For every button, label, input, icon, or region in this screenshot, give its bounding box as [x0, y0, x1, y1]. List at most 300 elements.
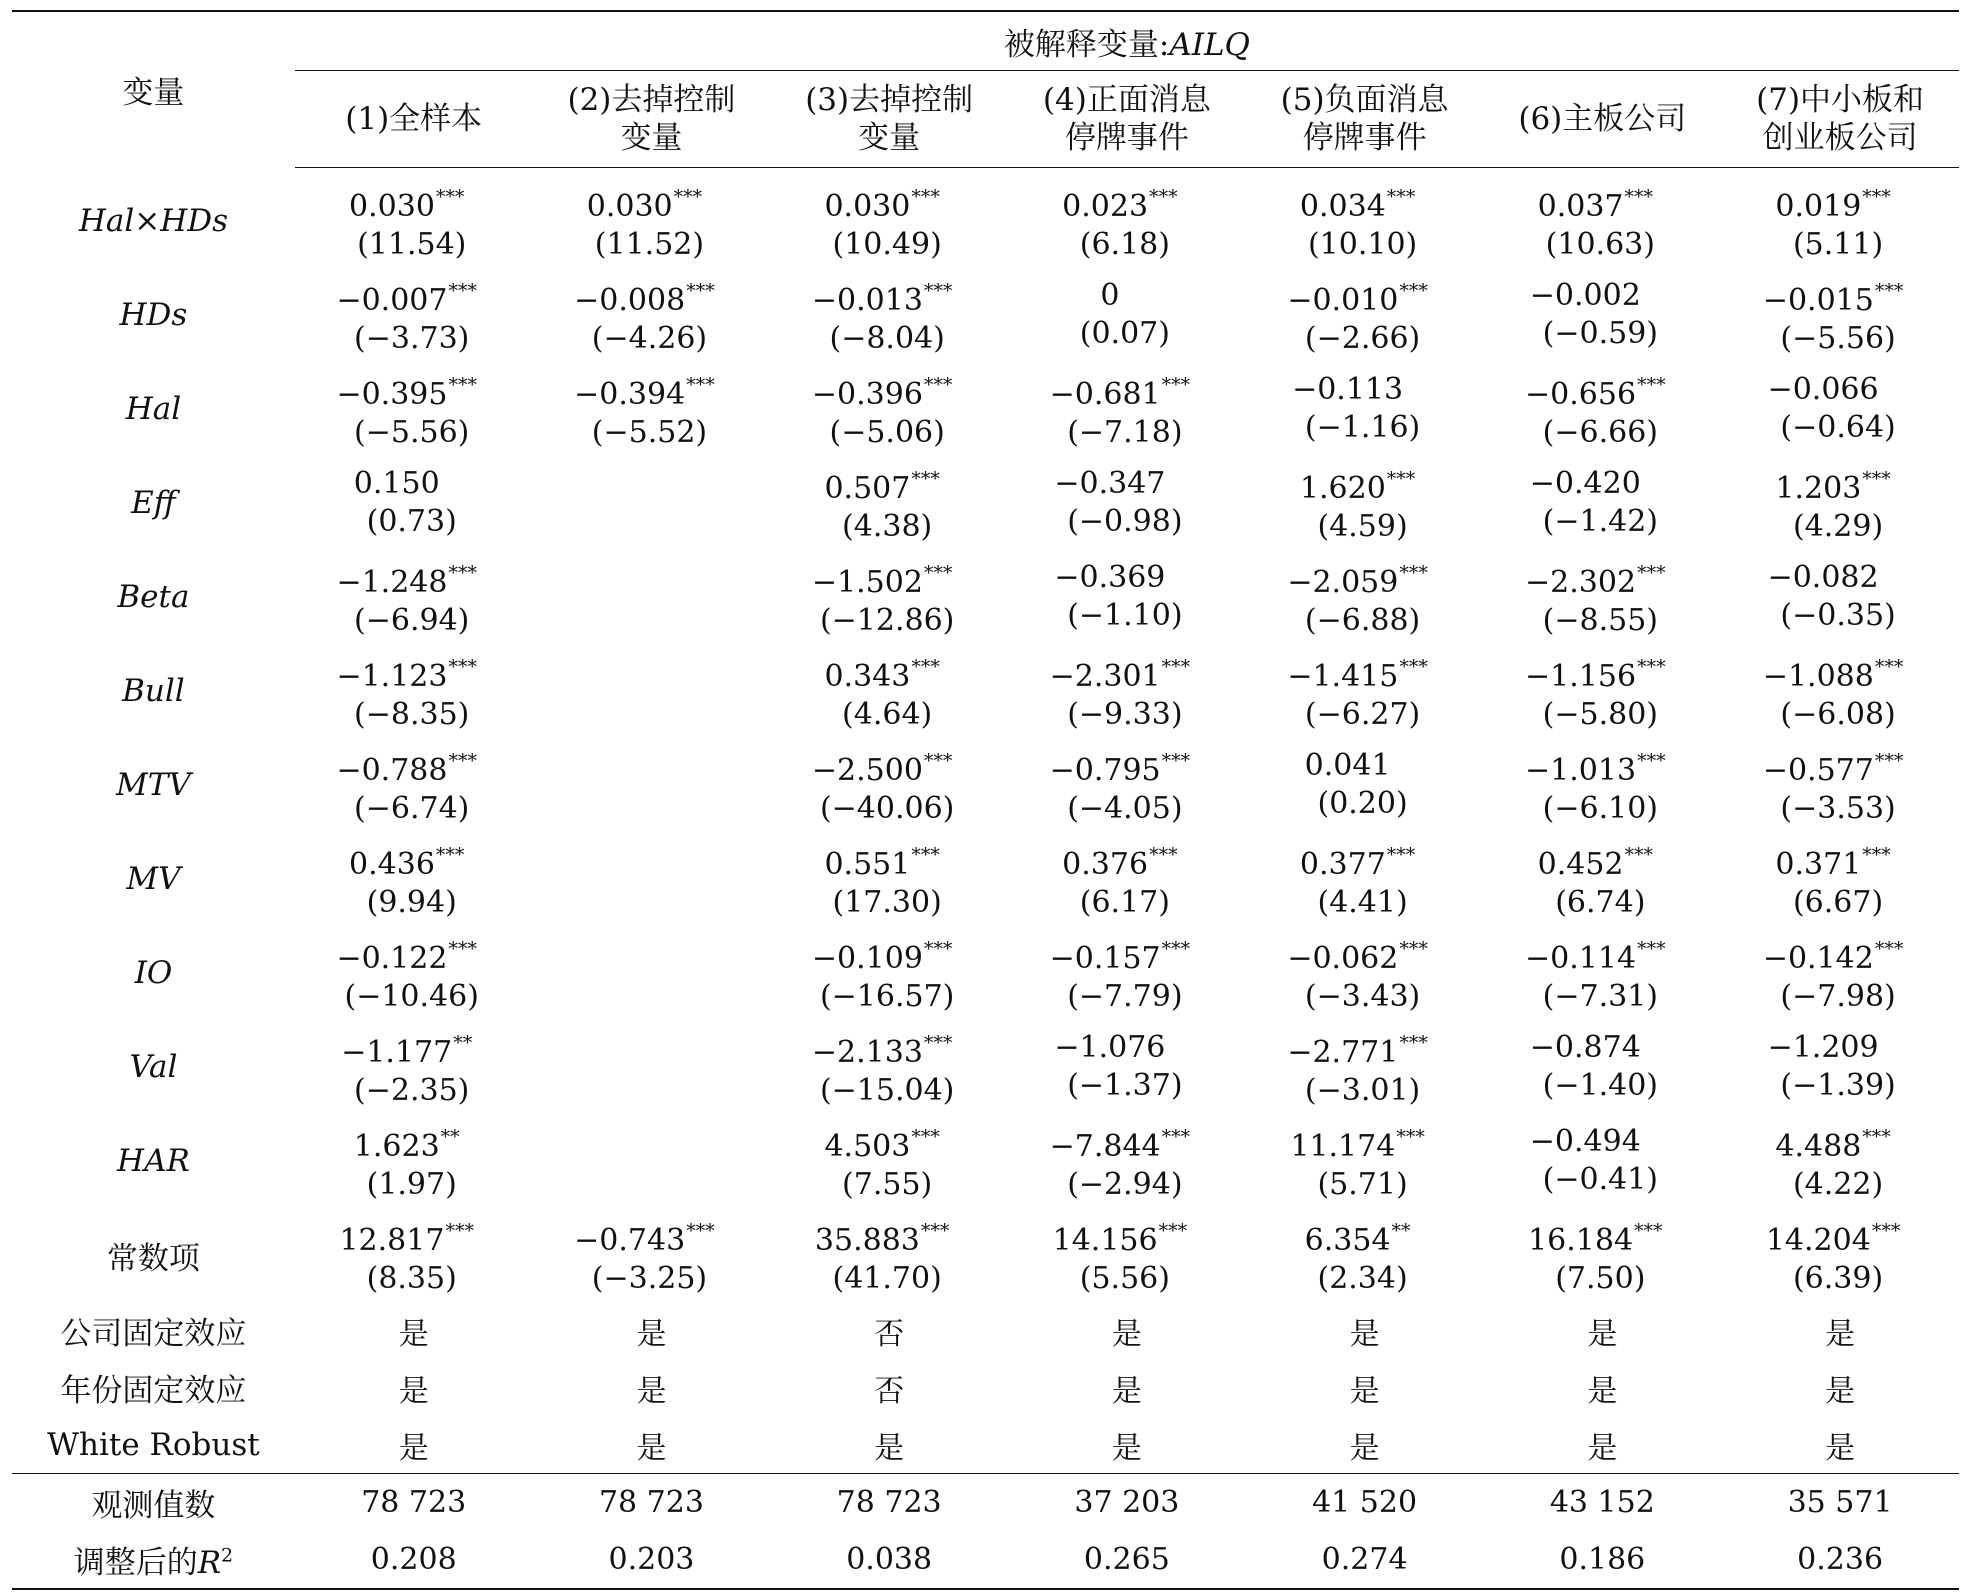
coefficient [295, 1118, 533, 1166]
coefficient [1008, 366, 1246, 414]
coefficient [295, 272, 533, 320]
row-label: Hal×HDs [78, 202, 229, 239]
table-cell [533, 738, 771, 832]
significance-stars: *** [911, 844, 940, 866]
coefficient [1721, 648, 1959, 696]
coefficient-value: −0.122 [336, 941, 448, 976]
table-cell [1483, 362, 1721, 456]
fixed-effect-row [12, 1416, 1959, 1474]
t-statistic: (4.29) [1792, 509, 1884, 544]
coefficient [1721, 1029, 1959, 1067]
significance-stars: *** [448, 938, 477, 960]
t-statistic: (−3.73) [354, 321, 470, 356]
row-label: White Robust [47, 1426, 260, 1463]
coefficient-value: 0.030 [586, 189, 673, 224]
table-cell [1246, 268, 1484, 362]
table-cell [1483, 832, 1721, 926]
coefficient [533, 366, 771, 414]
table-cell [1008, 1020, 1246, 1114]
summary-row [12, 1531, 1959, 1589]
significance-stars: *** [435, 844, 465, 866]
significance-stars: *** [1637, 656, 1666, 678]
table-cell [1008, 926, 1246, 1020]
table-cell: 是 [398, 1373, 429, 1409]
table-cell [1008, 644, 1246, 738]
t-statistic: (−5.80) [1542, 697, 1658, 732]
fixed-effect-row [12, 1359, 1959, 1416]
coefficient-value: −0.577 [1762, 753, 1874, 788]
coefficient-value: 0.030 [824, 189, 911, 224]
coefficient [1721, 742, 1959, 790]
significance-stars: *** [686, 280, 715, 302]
table-cell [770, 168, 1008, 269]
significance-stars: *** [1386, 186, 1416, 208]
table-cell [533, 268, 771, 362]
coefficient-value: −2.500 [811, 753, 923, 788]
coefficient-value: 0.551 [824, 847, 911, 882]
table-cell [1008, 268, 1246, 362]
column-header-1 [295, 71, 533, 168]
significance-stars: *** [1862, 1126, 1891, 1148]
coef-row [12, 738, 1959, 832]
t-statistic: (0.20) [1317, 786, 1408, 821]
column-header-line2: 停牌事件 [1064, 120, 1189, 156]
significance-stars: *** [1161, 750, 1191, 772]
coefficient-value: −0.420 [1529, 466, 1641, 501]
t-statistic: (−5.56) [1780, 321, 1896, 356]
coefficient-value: 1.203 [1775, 471, 1862, 506]
table-cell [1008, 456, 1246, 550]
column-header-row [12, 71, 1959, 168]
coefficient-value: 14.156 [1052, 1223, 1158, 1258]
t-statistic: (6.39) [1792, 1261, 1884, 1296]
coefficient [295, 648, 533, 696]
t-statistic: (−8.55) [1542, 603, 1658, 638]
coefficient [1008, 1212, 1246, 1260]
t-statistic: (−1.16) [1304, 410, 1421, 445]
significance-stars: *** [1862, 468, 1891, 490]
coefficient-value: −0.008 [574, 283, 686, 318]
column-header-line1: (7)中小板和 [1756, 82, 1925, 118]
table-cell [1246, 832, 1484, 926]
table-cell [533, 926, 771, 1020]
t-statistic: (−1.39) [1780, 1068, 1896, 1103]
significance-stars: *** [1386, 844, 1416, 866]
significance-stars: *** [1634, 1220, 1663, 1242]
table-cell: 是 [1825, 1373, 1856, 1409]
t-statistic: (−7.98) [1780, 979, 1896, 1014]
coefficient [1721, 559, 1959, 597]
t-statistic: (−9.33) [1067, 697, 1183, 732]
coefficient [770, 742, 1008, 790]
coefficient [770, 272, 1008, 320]
table-cell [770, 550, 1008, 644]
t-statistic: (−7.31) [1542, 979, 1658, 1014]
t-statistic: (−6.94) [354, 603, 470, 638]
coefficient [295, 178, 533, 226]
coefficient [1483, 178, 1721, 226]
span-label-prefix: 被解释变量: [1003, 26, 1170, 63]
column-header-line2: 创业板公司 [1762, 120, 1918, 156]
table-cell [1246, 1020, 1484, 1114]
row-label: Eff [131, 485, 176, 521]
table-cell [533, 362, 771, 456]
table-cell [295, 1020, 533, 1114]
table-cell: 0.265 [1083, 1542, 1170, 1577]
t-statistic: (−6.74) [354, 791, 470, 826]
table-cell: 是 [1111, 1430, 1142, 1466]
significance-stars: *** [1161, 656, 1191, 678]
table-cell [1721, 550, 1959, 644]
coefficient-value: −0.795 [1049, 753, 1161, 788]
t-statistic: (−3.01) [1304, 1073, 1421, 1108]
coefficient [533, 1212, 771, 1260]
significance-stars: *** [448, 750, 477, 772]
summary-row [12, 1474, 1959, 1532]
coef-row [12, 456, 1959, 550]
coefficient [1483, 554, 1721, 602]
coefficient-value: 0.436 [349, 847, 435, 882]
coefficient [1483, 1123, 1721, 1161]
coefficient [1483, 366, 1721, 414]
coefficient [533, 178, 771, 226]
table-cell [533, 168, 771, 269]
table-cell: 否 [874, 1373, 905, 1409]
t-statistic: (7.50) [1555, 1261, 1646, 1296]
t-statistic: (−3.53) [1780, 791, 1896, 826]
t-statistic: (0.73) [366, 504, 457, 539]
coefficient [770, 178, 1008, 226]
significance-stars: *** [1624, 844, 1653, 866]
coefficient [295, 930, 533, 978]
table-cell [533, 550, 771, 644]
coefficient-value: 0 [1100, 278, 1120, 313]
table-cell [1008, 1114, 1246, 1208]
coefficient-value: −0.369 [1054, 560, 1166, 595]
significance-stars: *** [1874, 938, 1904, 960]
coefficient-value: −1.123 [336, 659, 448, 694]
column-header-line1: (2)去掉控制 [567, 82, 736, 118]
table-cell: 是 [636, 1430, 667, 1466]
t-statistic: (6.74) [1555, 885, 1646, 920]
t-statistic: (0.07) [1079, 316, 1170, 351]
table-cell [1483, 644, 1721, 738]
row-label: Hal [125, 391, 182, 427]
t-statistic: (−2.66) [1304, 321, 1421, 356]
significance-stars: *** [686, 374, 715, 396]
row-label: 公司固定效应 [60, 1316, 247, 1352]
table-cell: 78 723 [361, 1485, 467, 1520]
t-statistic: (4.41) [1317, 885, 1408, 920]
coefficient [1246, 836, 1484, 884]
t-statistic: (5.56) [1079, 1261, 1170, 1296]
t-statistic: (−0.59) [1542, 316, 1658, 351]
t-statistic: (−10.46) [344, 979, 479, 1014]
table-cell: 是 [1825, 1430, 1856, 1466]
column-header-4 [1008, 71, 1246, 168]
table-cell: 是 [398, 1316, 429, 1352]
column-header-line1: (4)正面消息 [1042, 82, 1211, 118]
coefficient [1246, 460, 1484, 508]
t-statistic: (11.52) [594, 227, 705, 262]
t-statistic: (−4.05) [1067, 791, 1183, 826]
t-statistic: (−12.86) [819, 603, 955, 638]
table-cell [1483, 550, 1721, 644]
table-cell: 是 [1111, 1316, 1142, 1352]
table-cell [1483, 738, 1721, 832]
t-statistic: (−1.10) [1067, 598, 1183, 633]
significance-stars: *** [1874, 656, 1904, 678]
significance-stars: *** [445, 1220, 474, 1242]
coefficient [1008, 1029, 1246, 1067]
significance-stars: *** [1399, 656, 1428, 678]
column-header-5 [1246, 71, 1484, 168]
significance-stars: *** [911, 656, 940, 678]
row-label [12, 1531, 295, 1589]
significance-stars: *** [1386, 468, 1416, 490]
coefficient [295, 742, 533, 790]
t-statistic: (−2.35) [354, 1073, 470, 1108]
coefficient-value: −0.681 [1049, 377, 1161, 412]
coefficient [1246, 272, 1484, 320]
regression-table [12, 10, 1959, 1590]
coefficient [770, 460, 1008, 508]
table-cell: 0.038 [846, 1542, 933, 1577]
table-cell [1008, 1208, 1246, 1302]
t-statistic: (10.10) [1307, 227, 1418, 262]
coefficient-value: 6.354 [1304, 1223, 1391, 1258]
table-cell: 是 [1587, 1430, 1618, 1466]
table-cell [1721, 1020, 1959, 1114]
significance-stars: *** [1871, 1220, 1901, 1242]
t-statistic: (−40.06) [819, 791, 955, 826]
table-cell [1246, 550, 1484, 644]
coefficient-value: −0.114 [1525, 941, 1637, 976]
t-statistic: (9.94) [366, 885, 457, 920]
coefficient-value: −0.113 [1292, 372, 1404, 407]
t-statistic: (−8.35) [354, 697, 470, 732]
table-cell: 是 [1111, 1373, 1142, 1409]
significance-stars: *** [920, 1220, 950, 1242]
coefficient [1246, 747, 1484, 785]
coef-row [12, 1208, 1959, 1302]
coefficient-value: −0.015 [1762, 283, 1874, 318]
t-statistic: (17.30) [832, 885, 942, 920]
coefficient [1246, 178, 1484, 226]
coefficient [1483, 836, 1721, 884]
coefficient-value: −1.177 [341, 1035, 453, 1070]
coefficient-value: 4.503 [824, 1129, 911, 1164]
coef-row [12, 268, 1959, 362]
coefficient-value: −1.013 [1525, 753, 1637, 788]
coefficient [295, 554, 533, 602]
coefficient-value: 16.184 [1528, 1223, 1634, 1258]
table-cell [1246, 168, 1484, 269]
significance-stars: *** [923, 562, 953, 584]
coefficient [1721, 460, 1959, 508]
table-cell: 0.208 [370, 1542, 457, 1577]
coefficient-value: −1.248 [336, 565, 448, 600]
coefficient-value: 0.030 [349, 189, 435, 224]
coefficient-value: 0.377 [1299, 847, 1386, 882]
table-cell [770, 1020, 1008, 1114]
t-statistic: (−6.10) [1542, 791, 1658, 826]
significance-stars: *** [923, 750, 953, 772]
coefficient [770, 1024, 1008, 1072]
significance-stars: *** [911, 186, 940, 208]
coefficient [1246, 554, 1484, 602]
column-header-2 [533, 71, 771, 168]
t-statistic: (6.17) [1079, 885, 1170, 920]
t-statistic: (−5.52) [591, 415, 708, 450]
coefficient-value: 0.452 [1537, 847, 1624, 882]
table-cell [295, 362, 533, 456]
coefficient [295, 366, 533, 414]
coefficient-value: −0.109 [811, 941, 923, 976]
table-cell [1246, 926, 1484, 1020]
coefficient-value: 0.037 [1537, 189, 1624, 224]
table-cell: 是 [1349, 1316, 1380, 1352]
coefficient-value: −2.133 [811, 1035, 923, 1070]
table-cell [1246, 456, 1484, 550]
t-statistic: (−7.18) [1067, 415, 1183, 450]
t-statistic: (41.70) [832, 1261, 942, 1296]
table-cell: 是 [1587, 1373, 1618, 1409]
row-label: IO [134, 955, 173, 991]
table-cell [295, 550, 533, 644]
column-header-6 [1483, 71, 1721, 168]
t-statistic: (4.59) [1317, 509, 1408, 544]
column-header-line1: (1)全样本 [345, 101, 483, 137]
table-cell [533, 644, 771, 738]
table-cell [770, 926, 1008, 1020]
coefficient [1246, 1118, 1484, 1166]
coefficient-value: 0.376 [1062, 847, 1149, 882]
coef-row [12, 1114, 1959, 1208]
coefficient-value: −0.874 [1529, 1030, 1641, 1065]
t-statistic: (5.71) [1317, 1167, 1408, 1202]
coef-row [12, 644, 1959, 738]
coefficient [770, 554, 1008, 602]
coefficient-value: −0.062 [1287, 941, 1399, 976]
significance-stars: *** [1862, 186, 1891, 208]
t-statistic: (8.35) [366, 1261, 457, 1296]
coefficient-value: −0.743 [574, 1223, 686, 1258]
row-label-var: R [197, 1545, 222, 1581]
significance-stars: *** [448, 656, 477, 678]
table-cell [1483, 456, 1721, 550]
table-cell [1483, 168, 1721, 269]
coefficient [1008, 742, 1246, 790]
table-cell: 是 [1349, 1430, 1380, 1466]
coefficient [1246, 1024, 1484, 1072]
table-cell: 0.236 [1797, 1542, 1884, 1577]
coefficient [1483, 277, 1721, 315]
coefficient-value: −0.396 [811, 377, 923, 412]
table-cell [1721, 738, 1959, 832]
significance-stars: *** [686, 1220, 715, 1242]
row-label: Beta [117, 579, 190, 615]
table-cell [1483, 926, 1721, 1020]
table-cell [533, 1114, 771, 1208]
coefficient-value: −1.502 [811, 565, 923, 600]
significance-stars: *** [923, 1032, 953, 1054]
coefficient [770, 1212, 1008, 1260]
corner-label: 变量 [122, 75, 185, 112]
row-label: HDs [119, 297, 188, 333]
t-statistic: (−6.27) [1304, 697, 1421, 732]
coefficient-value: 12.817 [339, 1223, 445, 1258]
fixed-effect-row [12, 1302, 1959, 1359]
coefficient [1721, 272, 1959, 320]
table-cell [770, 268, 1008, 362]
coefficient-value: 0.371 [1775, 847, 1862, 882]
significance-stars: *** [1874, 750, 1904, 772]
table-cell: 是 [636, 1316, 667, 1352]
t-statistic: (11.54) [357, 227, 467, 262]
table-cell [1721, 456, 1959, 550]
coefficient [295, 836, 533, 884]
t-statistic: (6.18) [1079, 227, 1170, 262]
coefficient-value: 4.488 [1775, 1129, 1862, 1164]
coefficient-value: −0.788 [336, 753, 448, 788]
table-cell: 是 [874, 1430, 905, 1466]
t-statistic: (−6.88) [1304, 603, 1421, 638]
table-cell [770, 738, 1008, 832]
table-cell [533, 456, 771, 550]
table-cell [295, 168, 533, 269]
table-cell [533, 1208, 771, 1302]
table-cell: 43 152 [1549, 1485, 1655, 1520]
coefficient-value: 35.883 [814, 1223, 920, 1258]
coefficient-value: −0.347 [1054, 466, 1166, 501]
coef-row [12, 832, 1959, 926]
regression-table-container [12, 10, 1959, 1590]
table-cell: 0.203 [608, 1542, 695, 1577]
column-header-line1: (5)负面消息 [1280, 82, 1449, 118]
table-cell: 35 571 [1787, 1485, 1893, 1520]
coefficient-value: 11.174 [1290, 1129, 1396, 1164]
t-statistic: (−4.26) [591, 321, 708, 356]
significance-stars: *** [1624, 186, 1653, 208]
row-label: HAR [117, 1143, 190, 1179]
significance-stars: *** [673, 186, 703, 208]
column-header-3 [770, 71, 1008, 168]
coefficient-value: −2.771 [1287, 1035, 1399, 1070]
coefficient [295, 465, 533, 503]
table-cell [533, 832, 771, 926]
table-cell [1483, 1114, 1721, 1208]
coefficient-value: 0.150 [353, 466, 440, 501]
table-cell: 是 [1587, 1316, 1618, 1352]
table-cell [1246, 1114, 1484, 1208]
coefficient-value: 14.204 [1765, 1223, 1871, 1258]
table-cell [295, 738, 533, 832]
coefficient [1721, 1118, 1959, 1166]
significance-stars: *** [1161, 1126, 1191, 1148]
t-statistic: (−1.42) [1542, 504, 1658, 539]
t-statistic: (6.67) [1792, 885, 1884, 920]
coefficient [1008, 1118, 1246, 1166]
coefficient-value: 1.620 [1299, 471, 1386, 506]
row-label-text: 调整后的 [73, 1545, 198, 1581]
coefficient [1008, 277, 1246, 315]
table-cell [1246, 738, 1484, 832]
significance-stars: *** [1161, 374, 1191, 396]
table-cell [1721, 926, 1959, 1020]
column-header-line1: (6)主板公司 [1518, 101, 1687, 137]
coefficient-value: −0.082 [1767, 560, 1879, 595]
